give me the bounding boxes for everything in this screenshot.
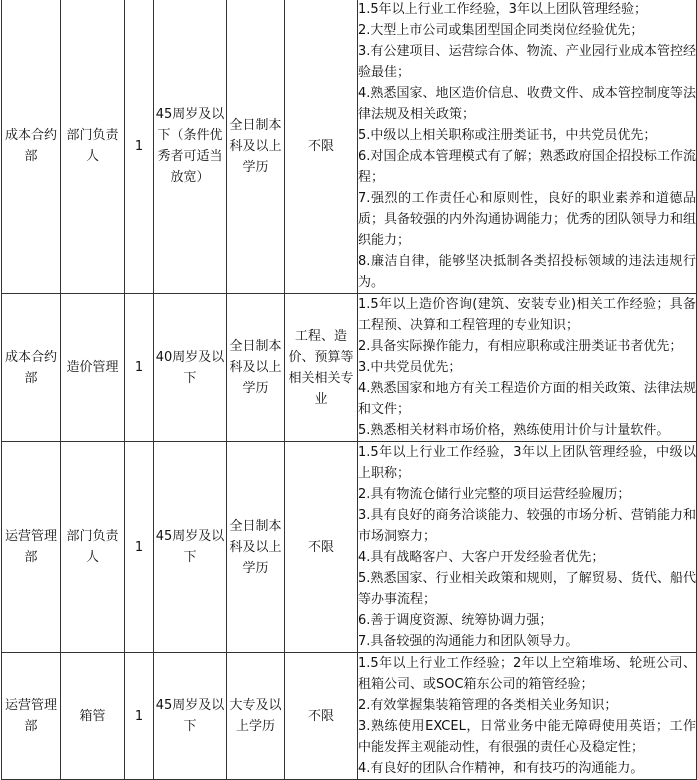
age-cell: 40周岁及以下 xyxy=(154,294,227,442)
requirements-cell xyxy=(358,294,697,442)
requirements-cell xyxy=(358,442,697,653)
requirement-item: 3.具有良好的商务洽谈能力、较强的市场分析、营销能力和市场洞察力； xyxy=(358,508,696,544)
major-cell: 不限 xyxy=(285,442,358,653)
recruitment-table xyxy=(1,0,697,780)
education-cell: 大专及以上学历 xyxy=(227,653,285,780)
requirement-item: 3.有公建项目、运营综合体、物流、产业园行业成本管控经验最佳； xyxy=(358,44,696,80)
requirement-item: 1.5年以上造价咨询(建筑、安装专业)相关工作经验；具备工程预、决算和工程管理的专业知识； xyxy=(358,297,696,333)
count-cell: 1 xyxy=(125,442,154,653)
major-cell: 工程、造价、预算等相关相关专业 xyxy=(285,294,358,442)
requirement-item: 1.5年以上行业工作经验；2年以上空箱堆场、轮班公司、租箱公司、或SOC箱东公司的箱管经验； xyxy=(358,656,696,692)
count-cell: 1 xyxy=(125,0,154,294)
position-cell: 箱管 xyxy=(61,653,125,780)
count-cell: 1 xyxy=(125,294,154,442)
department-cell: 成本合约部 xyxy=(2,0,61,294)
table-row xyxy=(2,653,697,780)
requirement-item: 6.对国企成本管理模式有了解；熟悉政府国企招投标工作流程； xyxy=(358,149,696,185)
count-cell: 1 xyxy=(125,653,154,780)
requirement-item: 2.有效掌握集装箱管理的各类相关业务知识； xyxy=(358,698,618,713)
requirement-item: 8.廉洁自律，能够坚决抵制各类招投标领域的违法违规行为。 xyxy=(358,254,696,290)
position-cell: 造价管理 xyxy=(61,294,125,442)
requirement-item: 4.有良好的团队合作精神，和有技巧的沟通能力。 xyxy=(358,761,644,776)
requirement-item: 4.熟悉国家和地方有关工程造价方面的相关政策、法律法规和文件； xyxy=(358,381,696,417)
table-row xyxy=(2,442,697,653)
requirement-item: 3.熟练使用EXCEL，日常业务中能无障碍使用英语；工作中能发挥主观能动性，有很强的责任心及稳定性； xyxy=(358,719,696,755)
requirement-item: 2.具备实际操作能力，有相应职称或注册类证书者优先； xyxy=(358,339,683,354)
requirements-cell xyxy=(358,653,697,780)
requirement-item: 4.熟悉国家、地区造价信息、收费文件、成本管控制度等法律法规及相关政策； xyxy=(358,86,696,122)
requirements-cell xyxy=(358,0,697,294)
requirement-item: 5.熟悉相关材料市场价格，熟练使用计价与计量软件。 xyxy=(358,423,670,438)
requirement-item: 7.强烈的工作责任心和原则性，良好的职业素养和道德品质；具备较强的内外沟通协调能力；优秀的团队领导力和组织能力； xyxy=(358,191,697,248)
requirement-item: 6.善于调度资源、统筹协调力强； xyxy=(358,613,553,628)
age-cell: 45周岁及以下 xyxy=(154,653,227,780)
requirement-item: 1.5年以上行业工作经验，3年以上团队管理经验； xyxy=(358,2,647,17)
requirement-item: 2.大型上市公司或集团型国企同类岗位经验优先； xyxy=(358,23,644,38)
department-cell: 运营管理部 xyxy=(2,653,61,780)
education-cell: 全日制本科及以上学历 xyxy=(227,294,285,442)
education-cell: 全日制本科及以上学历 xyxy=(227,0,285,294)
requirement-item: 5.中级以上相关职称或注册类证书，中共党员优先； xyxy=(358,128,657,143)
education-cell: 全日制本科及以上学历 xyxy=(227,442,285,653)
major-cell: 不限 xyxy=(285,653,358,780)
department-cell: 运营管理部 xyxy=(2,442,61,653)
age-cell: 45周岁及以下 xyxy=(154,442,227,653)
position-cell: 部门负责人 xyxy=(61,0,125,294)
major-cell: 不限 xyxy=(285,0,358,294)
requirement-item: 1.5年以上行业工作经验，3年以上团队管理经验，中级以上职称； xyxy=(358,445,696,481)
department-cell: 成本合约部 xyxy=(2,294,61,442)
position-cell: 部门负责人 xyxy=(61,442,125,653)
requirement-item: 3.中共党员优先； xyxy=(358,360,462,375)
table-row xyxy=(2,294,697,442)
requirement-item: 2.具有物流仓储行业完整的项目运营经验履历； xyxy=(358,487,631,502)
age-cell: 45周岁及以下（条件优秀者可适当放宽） xyxy=(154,0,227,294)
requirement-item: 4.具有战略客户、大客户开发经验者优先； xyxy=(358,550,605,565)
requirement-item: 7.具备较强的沟通能力和团队领导力。 xyxy=(358,634,579,649)
requirement-item: 5.熟悉国家、行业相关政策和规则，了解贸易、货代、船代等办事流程； xyxy=(358,571,696,607)
table-row xyxy=(2,0,697,294)
